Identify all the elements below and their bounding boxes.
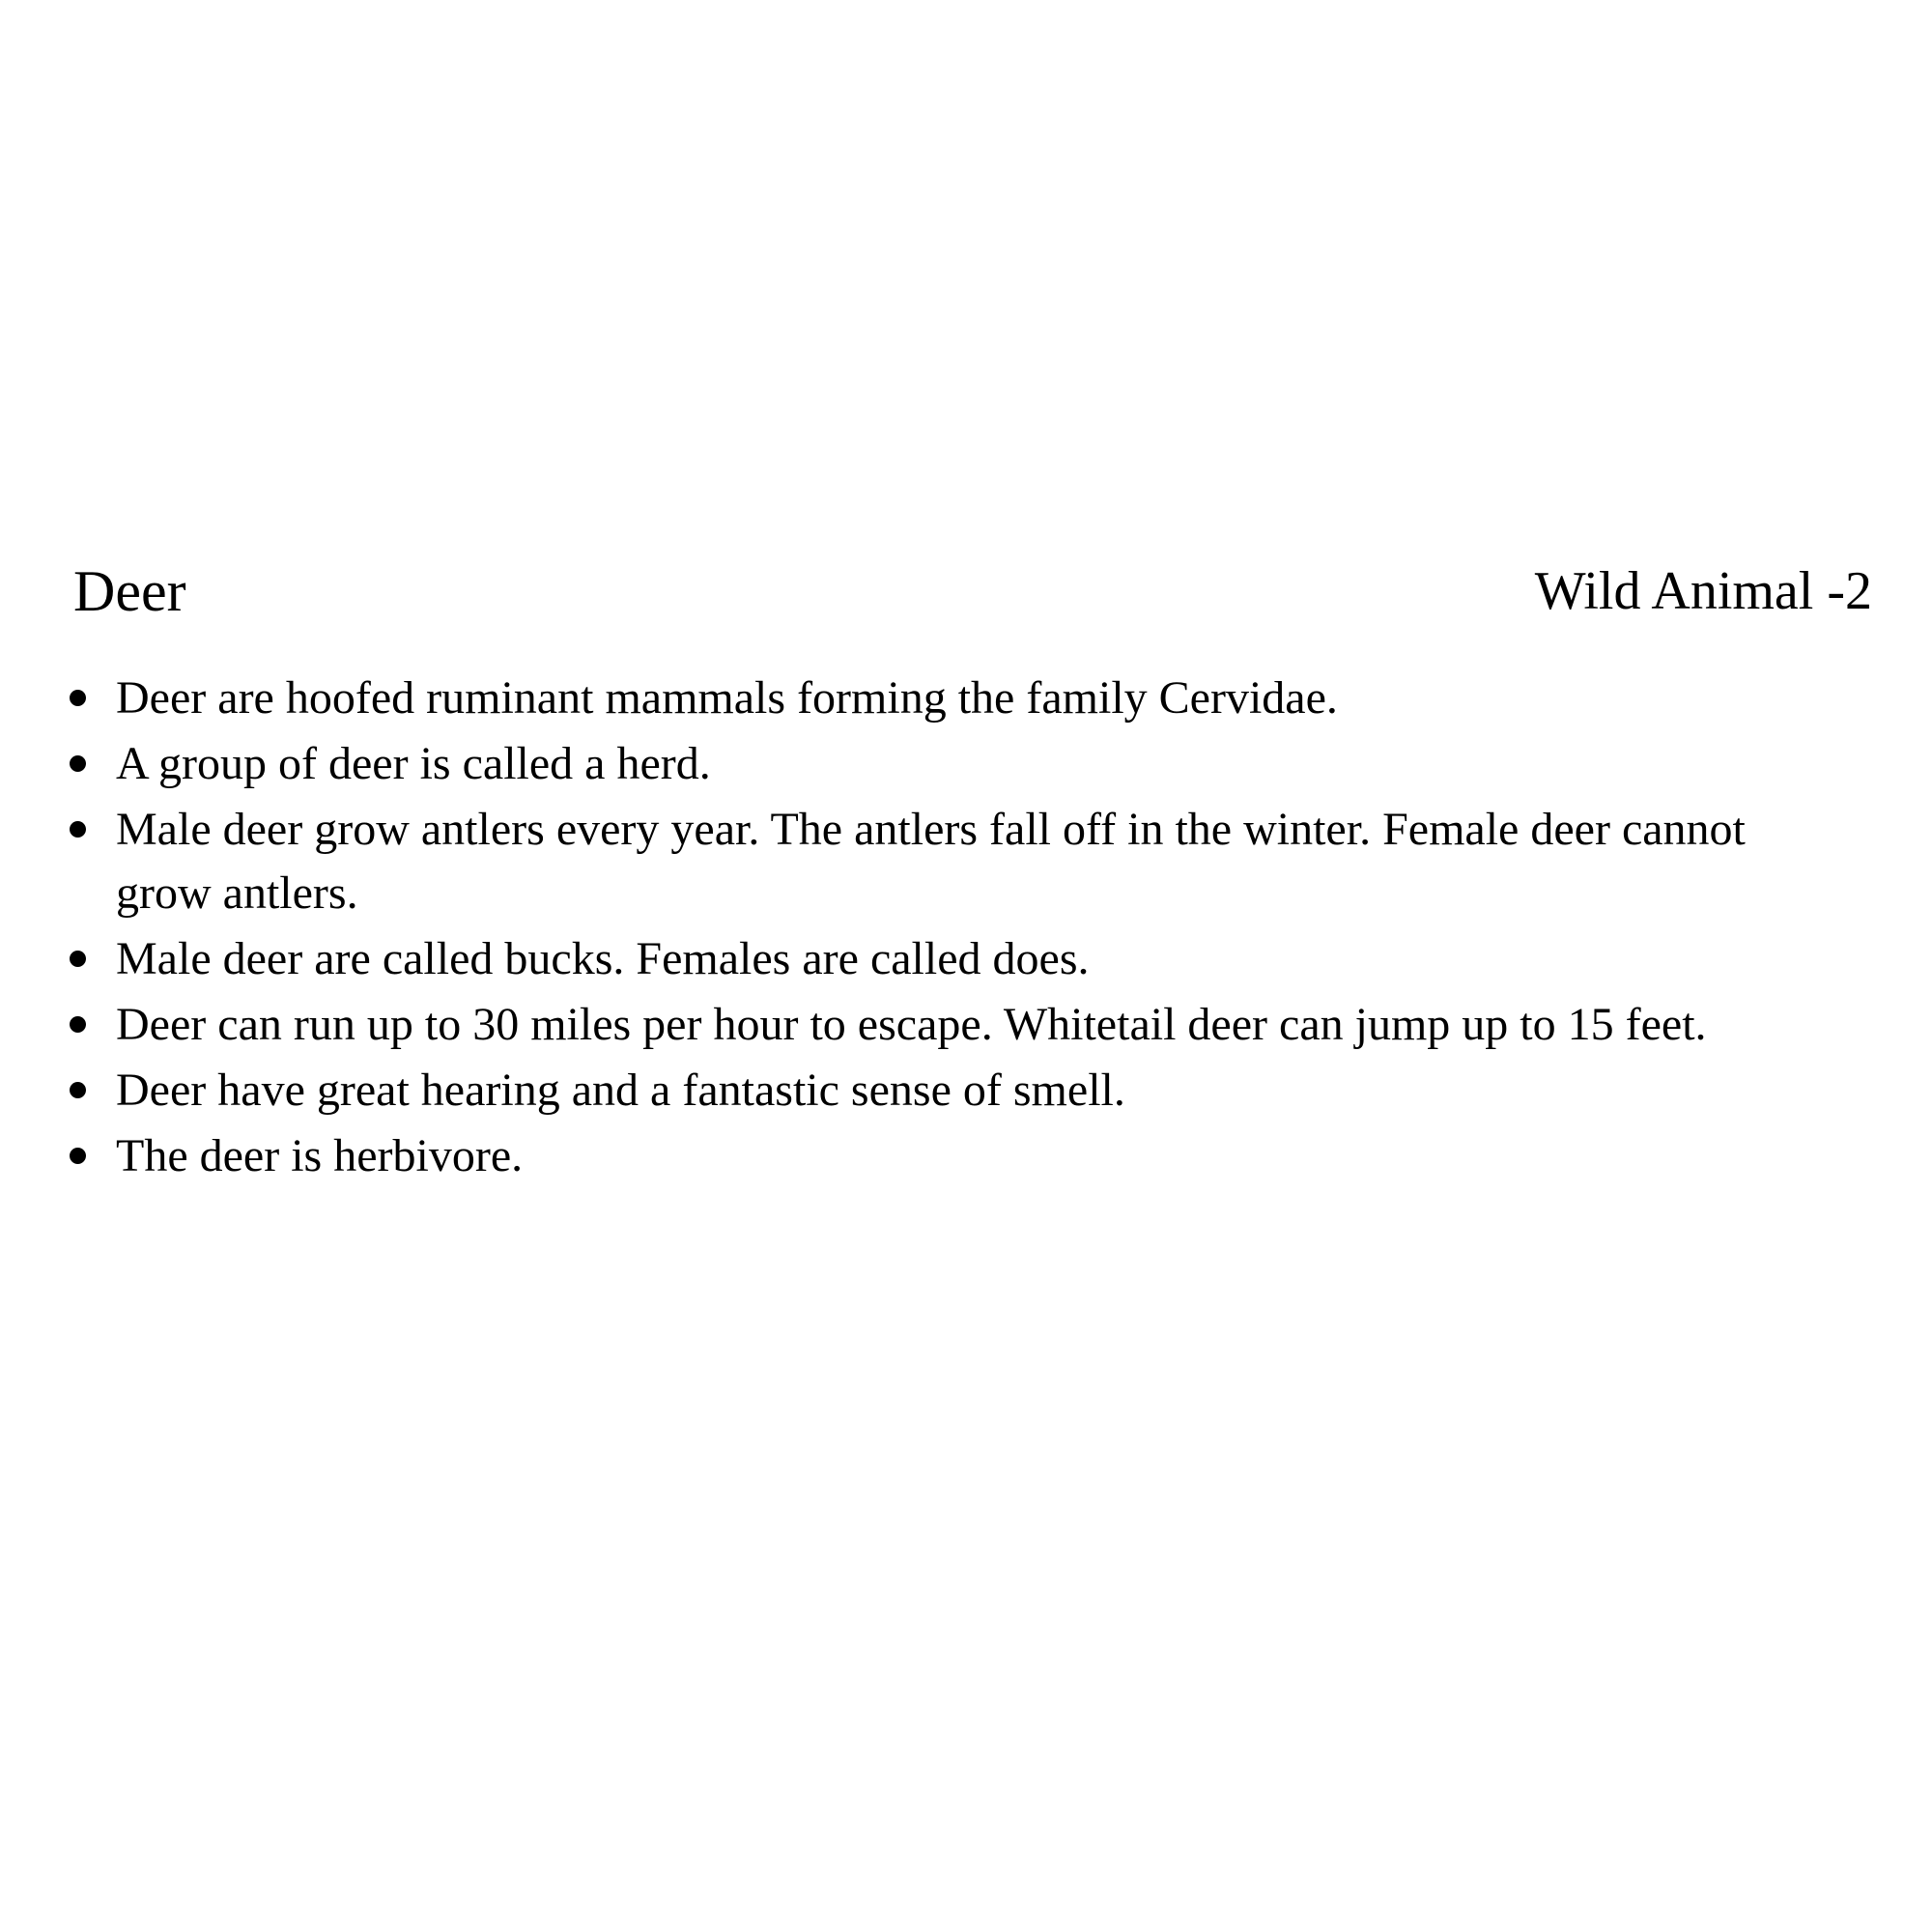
bullet-dot-icon	[70, 690, 86, 706]
list-item	[0, 732, 1932, 796]
list-item-text: A group of deer is called a herd.	[116, 738, 711, 789]
bullet-dot-icon	[70, 821, 86, 838]
bullet-dot-icon	[70, 755, 86, 772]
list-item-text: Male deer grow antlers every year. The antlers fall off in the winter. Female deer cannot grow antlers.	[116, 804, 1746, 919]
list-item	[0, 927, 1932, 991]
list-item-text: Deer have great hearing and a fantastic sense of smell.	[116, 1065, 1125, 1116]
list-item-text: Deer can run up to 30 miles per hour to escape. Whitetail deer can jump up to 15 feet.	[116, 999, 1707, 1050]
list-item	[0, 667, 1932, 730]
bullet-dot-icon	[70, 1148, 86, 1164]
list-item-text: Male deer are called bucks. Females are called does.	[116, 933, 1090, 984]
fact-list	[0, 667, 1932, 1190]
list-item	[0, 798, 1932, 925]
section-label: Wild Animal -2	[1534, 561, 1872, 621]
list-item-text: The deer is herbivore.	[116, 1130, 524, 1181]
page-title: Deer	[73, 559, 186, 623]
bullet-dot-icon	[70, 1016, 86, 1033]
list-item-text: Deer are hoofed ruminant mammals forming the family Cervidae.	[116, 672, 1338, 724]
header-row	[73, 553, 1872, 630]
list-item	[0, 993, 1932, 1057]
list-item	[0, 1059, 1932, 1122]
list-item	[0, 1124, 1932, 1188]
bullet-dot-icon	[70, 1082, 86, 1098]
bullet-dot-icon	[70, 951, 86, 967]
